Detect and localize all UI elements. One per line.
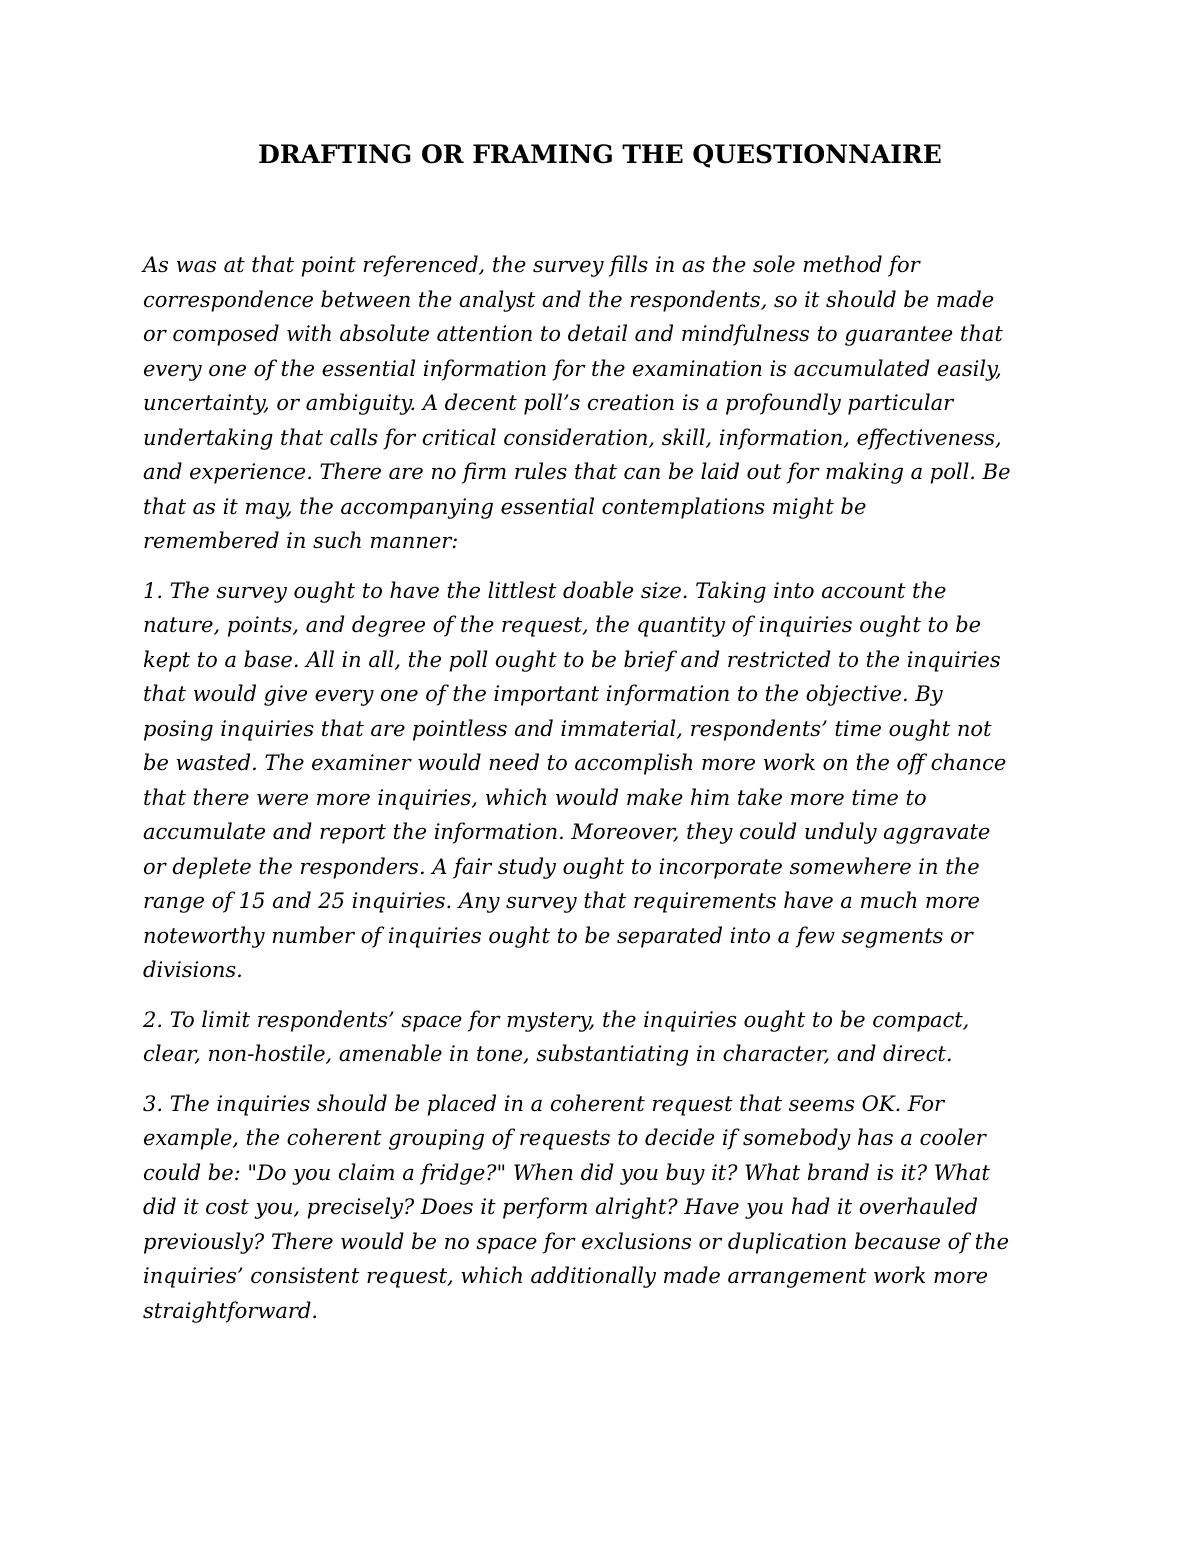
paragraph-point-3: 3. The inquiries should be placed in a coherent request that seems OK. For example, the coherent grouping of requests to decide if somebody has a cooler could be: "Do you claim a fridge?" When did you buy it? What brand is it? What did it cost you, precisely? Does it perform alright? Have you had it overhauled previously? There would be no space for exclusions or duplication because of the inquiries’ consistent request, which additionally made arrangement work more straightforward. <box>143 1091 1010 1323</box>
paragraph-intro: As was at that point referenced, the survey fills in as the sole method for correspondence between the analyst and the respondents, so it should be made or composed with absolute attention to detail and mindfulness to guarantee that every one of the essential information for the examination is accumulated easily, uncertainty, or ambiguity. A decent poll’s creation is a profoundly particular undertaking that calls for critical consideration, skill, information, effectiveness, and experience. There are no firm rules that can be laid out for making a poll. Be that as it may, the accompanying essential contemplations might be remembered in such manner: <box>143 253 1011 553</box>
paragraph-point-1: 1. The survey ought to have the littlest doable size. Taking into account the nature, points, and degree of the request, the quantity of inquiries ought to be kept to a base. All in all, the poll ought to be brief and restricted to the inquiries that would give every one of the important information to the objective. By posing inquiries that are pointless and immaterial, respondents’ time ought not be wasted. The examiner would need to accomplish more work on the off chance that there were more inquiries, which would make him take more time to accumulate and report the information. Moreover, they could unduly aggravate or deplete the responders. A fair study ought to incorporate somewhere in the range of 15 and 25 inquiries. Any survey that requirements have a much more noteworthy number of inquiries ought to be separated into a few segments or divisions. <box>143 578 1007 982</box>
document-body <box>143 248 1063 1343</box>
page-title: DRAFTING OR FRAMING THE QUESTIONNAIRE <box>258 140 942 169</box>
paragraph-point-2: 2. To limit respondents’ space for mystery, the inquiries ought to be compact, clear, non-hostile, amenable in tone, substantiating in character, and direct. <box>143 1007 970 1066</box>
